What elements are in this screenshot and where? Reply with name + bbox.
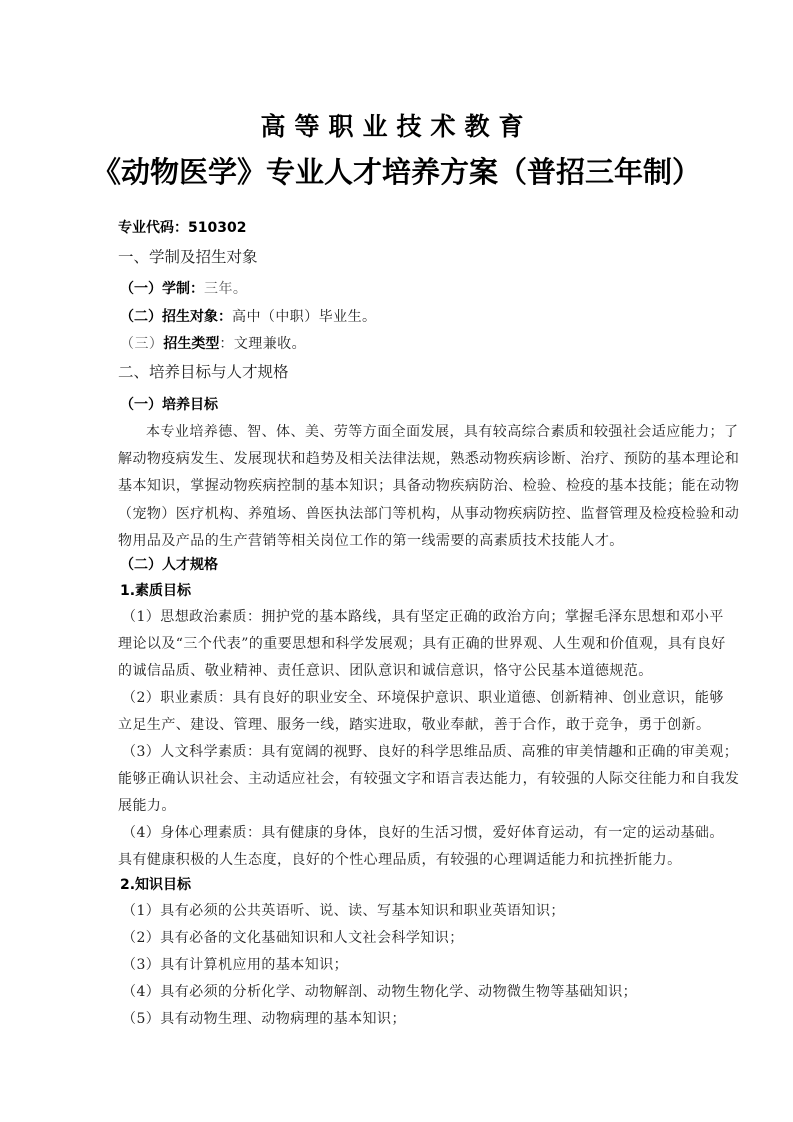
major-code bbox=[118, 221, 246, 235]
quality-paragraph-line: 理论以及“三个代表”的重要思想和科学发展观；具有正确的世界观、人生观和价值观，具有良好 bbox=[118, 636, 726, 652]
training-goal-line: 物用品及产品的生产营销等相关岗位工作的第一线需要的高素质技术技能人才。 bbox=[118, 533, 624, 549]
item-value: 高中（中职）毕业生。 bbox=[232, 309, 377, 325]
quality-paragraph-line: 立足生产、建设、管理、服务一线，踏实进取，敬业奉献，善于合作，敢于竞争，勇于创新。 bbox=[118, 717, 711, 733]
knowledge-item: （2）具有必备的文化基础知识和人文社会科学知识； bbox=[122, 930, 464, 946]
knowledge-item: （3）具有计算机应用的基本知识； bbox=[122, 957, 349, 973]
quality-paragraph-line: （2）职业素质：具有良好的职业安全、环境保护意识、职业道德、创新精神、创业意识，能够 bbox=[122, 690, 724, 706]
doc-title-program: 《动物医学》专业人才培养方案（普招三年制） bbox=[91, 155, 701, 189]
item-label: 招生类型 bbox=[163, 336, 220, 352]
quality-paragraph-line: 展能力。 bbox=[118, 798, 176, 814]
section1-item-duration: （一）学制：三年。 bbox=[120, 281, 248, 297]
training-goal-line: 本专业培养德、智、体、美、劳等方面全面发展，具有较高综合素质和较强社会适应能力；了 bbox=[146, 424, 739, 440]
section1-item-enrollment-target: （二）招生对象：高中（中职）毕业生。 bbox=[120, 309, 377, 325]
section2-heading: 二、培养目标与人才规格 bbox=[118, 363, 289, 381]
quality-paragraph-line: 的诚信品质、敬业精神、责任意识、团队意识和诚信意识，恪守公民基本道德规范。 bbox=[118, 663, 653, 679]
training-goal-line: 基本知识，掌握动物疾病控制的基本知识；具备动物疾病防治、检验、检疫的基本技能；能在动物 bbox=[118, 478, 740, 494]
quality-paragraph-line: （4）身体心理素质：具有健康的身体，良好的生活习惯，爱好体育运动，有一定的运动基础。 bbox=[122, 825, 724, 841]
major-code-value: 510302 bbox=[188, 220, 247, 236]
training-goal-line: （宠物）医疗机构、养殖场、兽医执法部门等机构，从事动物疾病防控、监督管理及检疫检验和动 bbox=[118, 506, 740, 522]
major-code-label: 专业代码： bbox=[118, 220, 188, 236]
knowledge-item: （1）具有必须的公共英语听、说、读、写基本知识和职业英语知识； bbox=[122, 903, 565, 919]
item-value: 三年。 bbox=[204, 281, 248, 297]
item-value: 文理兼收。 bbox=[233, 336, 307, 352]
doc-title-institution: 高等职业技术教育 bbox=[260, 112, 533, 141]
knowledge-item: （4）具有必须的分析化学、动物解剖、动物生物化学、动物微生物等基础知识； bbox=[122, 984, 638, 1000]
quality-goal-heading: 1.素质目标 bbox=[120, 583, 192, 599]
quality-paragraph-line: 能够正确认识社会、主动适应社会，有较强文字和语言表达能力，有较强的人际交往能力和自我发 bbox=[118, 771, 740, 787]
quality-paragraph-line: （1）思想政治素质：拥护党的基本路线，具有坚定正确的政治方向；掌握毛泽东思想和邓小平 bbox=[122, 609, 724, 625]
talent-spec-heading: （二）人才规格 bbox=[120, 557, 218, 573]
quality-paragraph-line: （3）人文科学素质：具有宽阔的视野、良好的科学思维品质、高雅的审美情趣和正确的审美观； bbox=[122, 744, 739, 760]
item-label: 学制 bbox=[162, 281, 190, 297]
section1-heading: 一、学制及招生对象 bbox=[118, 248, 258, 266]
quality-paragraph-line: 具有健康积极的人生态度，良好的个性心理品质，有较强的心理调适能力和抗挫折能力。 bbox=[118, 852, 682, 868]
knowledge-goal-heading: 2.知识目标 bbox=[120, 877, 192, 893]
section1-item-enrollment-type: （三）招生类型：文理兼收。 bbox=[120, 336, 307, 352]
knowledge-item: （5）具有动物生理、动物病理的基本知识； bbox=[122, 1011, 406, 1027]
training-goal-line: 解动物疫病发生、发展现状和趋势及相关法律法规，熟悉动物疾病诊断、治疗、预防的基本理论和 bbox=[118, 451, 740, 467]
item-label: 招生对象 bbox=[162, 309, 218, 325]
training-goal-heading: （一）培养目标 bbox=[120, 397, 218, 413]
